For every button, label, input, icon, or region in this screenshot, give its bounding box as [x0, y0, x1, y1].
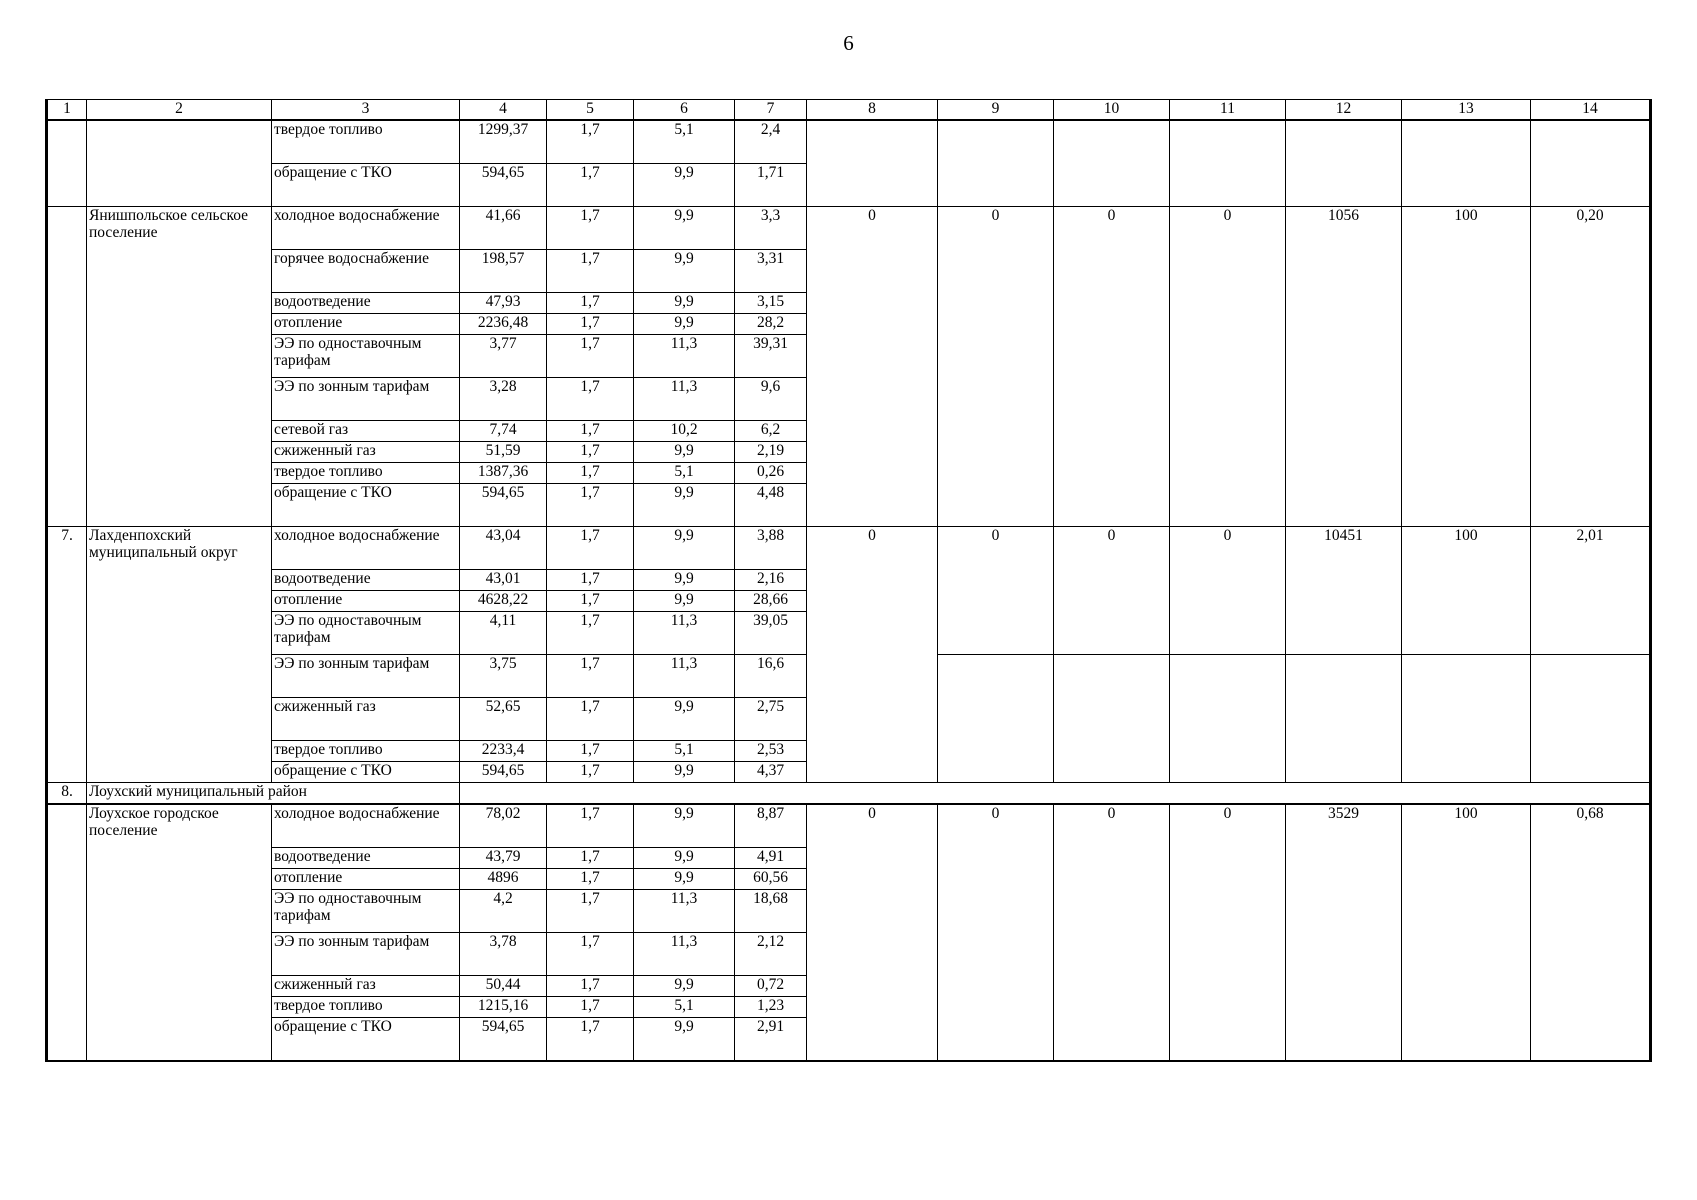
value-cell: 9,9: [634, 698, 735, 741]
service-cell: водоотведение: [272, 848, 460, 869]
value-cell: 10,2: [634, 421, 735, 442]
value-cell: 1,7: [547, 442, 634, 463]
value-cell: 1299,37: [460, 120, 547, 164]
value-cell: 1,7: [547, 421, 634, 442]
service-cell: ЭЭ по зонным тарифам: [272, 655, 460, 698]
service-cell: твердое топливо: [272, 463, 460, 484]
value-cell: 78,02: [460, 804, 547, 848]
value-cell: 9,9: [634, 591, 735, 612]
value-cell: 100: [1402, 804, 1531, 1061]
value-cell: 9,9: [634, 250, 735, 293]
value-cell: 9,9: [634, 804, 735, 848]
value-cell: 11,3: [634, 335, 735, 378]
value-cell: 8,87: [735, 804, 807, 848]
service-cell: сжиженный газ: [272, 698, 460, 741]
service-cell: отопление: [272, 314, 460, 335]
value-cell: 5,1: [634, 741, 735, 762]
value-cell: 1,7: [547, 655, 634, 698]
value-cell: 9,9: [634, 207, 735, 250]
value-cell: 2233,4: [460, 741, 547, 762]
value-cell: 41,66: [460, 207, 547, 250]
value-cell: 52,65: [460, 698, 547, 741]
value-cell: 0: [1054, 527, 1170, 655]
value-cell: 1,7: [547, 527, 634, 570]
value-cell: 51,59: [460, 442, 547, 463]
value-cell: 1,71: [735, 164, 807, 207]
value-cell: 9,9: [634, 762, 735, 783]
value-cell: 198,57: [460, 250, 547, 293]
value-cell: 1215,16: [460, 997, 547, 1018]
service-cell: водоотведение: [272, 293, 460, 314]
value-cell: 3,31: [735, 250, 807, 293]
service-cell: холодное водоснабжение: [272, 804, 460, 848]
value-cell: 1,7: [547, 378, 634, 421]
value-cell: 16,6: [735, 655, 807, 698]
row-number-cell: [47, 207, 87, 527]
service-cell: твердое топливо: [272, 741, 460, 762]
settlement-cell: [87, 120, 272, 207]
value-cell: 1,7: [547, 612, 634, 655]
table-row: [47, 804, 1651, 848]
value-cell: 2,53: [735, 741, 807, 762]
value-cell: 1,7: [547, 741, 634, 762]
value-cell: 0,26: [735, 463, 807, 484]
value-cell: 2,19: [735, 442, 807, 463]
value-cell: 1,7: [547, 207, 634, 250]
value-cell: 0: [1054, 207, 1170, 527]
value-cell: 3,88: [735, 527, 807, 570]
column-header: 14: [1531, 100, 1651, 121]
value-cell: 11,3: [634, 890, 735, 933]
service-cell: обращение с ТКО: [272, 164, 460, 207]
column-header: 13: [1402, 100, 1531, 121]
value-cell: 0: [1170, 527, 1286, 655]
value-cell: 47,93: [460, 293, 547, 314]
value-cell: 1,7: [547, 591, 634, 612]
value-cell: 9,9: [634, 442, 735, 463]
value-cell: 0: [938, 527, 1054, 655]
page-number: 6: [843, 31, 854, 55]
column-header: 11: [1170, 100, 1286, 121]
value-cell: [938, 120, 1054, 207]
value-cell: 3,28: [460, 378, 547, 421]
value-cell: 0,72: [735, 976, 807, 997]
value-cell: 9,9: [634, 314, 735, 335]
service-cell: отопление: [272, 591, 460, 612]
value-cell: 2,4: [735, 120, 807, 164]
value-cell: 1,7: [547, 293, 634, 314]
value-cell: 4,91: [735, 848, 807, 869]
table-row: [47, 207, 1651, 250]
value-cell: 9,9: [634, 976, 735, 997]
value-cell: 11,3: [634, 378, 735, 421]
row-number-cell: [47, 804, 87, 1061]
service-cell: ЭЭ по одноставочным тарифам: [272, 890, 460, 933]
value-cell: 3,77: [460, 335, 547, 378]
value-cell: 43,79: [460, 848, 547, 869]
value-cell: 2,16: [735, 570, 807, 591]
value-cell: 0,20: [1531, 207, 1651, 527]
value-cell: 1,7: [547, 804, 634, 848]
value-cell: [1531, 655, 1651, 783]
value-cell: 11,3: [634, 655, 735, 698]
value-cell: 2236,48: [460, 314, 547, 335]
service-cell: водоотведение: [272, 570, 460, 591]
value-cell: 1,7: [547, 164, 634, 207]
value-cell: 1,7: [547, 869, 634, 890]
value-cell: 1,7: [547, 976, 634, 997]
service-cell: сетевой газ: [272, 421, 460, 442]
value-cell: 0,68: [1531, 804, 1651, 1061]
value-cell: 1,7: [547, 120, 634, 164]
value-cell: [1402, 120, 1531, 207]
value-cell: 1,7: [547, 463, 634, 484]
value-cell: 9,9: [634, 484, 735, 527]
column-header: 7: [735, 100, 807, 121]
value-cell: 4628,22: [460, 591, 547, 612]
value-cell: 100: [1402, 207, 1531, 527]
value-cell: 1,7: [547, 335, 634, 378]
service-cell: холодное водоснабжение: [272, 207, 460, 250]
value-cell: 1,7: [547, 484, 634, 527]
tariff-table: [45, 99, 1652, 1062]
value-cell: 4,2: [460, 890, 547, 933]
value-cell: 28,2: [735, 314, 807, 335]
value-cell: 39,31: [735, 335, 807, 378]
value-cell: 0: [807, 527, 938, 655]
value-cell: 2,75: [735, 698, 807, 741]
value-cell: 1,7: [547, 997, 634, 1018]
service-cell: ЭЭ по одноставочным тарифам: [272, 335, 460, 378]
value-cell: 1387,36: [460, 463, 547, 484]
value-cell: 1056: [1286, 207, 1402, 527]
value-cell: 4,11: [460, 612, 547, 655]
value-cell: 28,66: [735, 591, 807, 612]
value-cell: 3,15: [735, 293, 807, 314]
column-header: 10: [1054, 100, 1170, 121]
value-cell: 9,9: [634, 570, 735, 591]
value-cell: 3,78: [460, 933, 547, 976]
value-cell: 0: [1170, 207, 1286, 527]
value-cell: 9,6: [735, 378, 807, 421]
value-cell: 11,3: [634, 933, 735, 976]
value-cell: [1286, 655, 1402, 783]
value-cell: 9,9: [634, 869, 735, 890]
column-header: 12: [1286, 100, 1402, 121]
value-cell: 100: [1402, 527, 1531, 655]
value-cell: 7,74: [460, 421, 547, 442]
district-row: [47, 783, 1651, 805]
service-cell: обращение с ТКО: [272, 1018, 460, 1062]
value-cell: 594,65: [460, 762, 547, 783]
service-cell: холодное водоснабжение: [272, 527, 460, 570]
value-cell: 11,3: [634, 612, 735, 655]
value-cell: 6,2: [735, 421, 807, 442]
value-cell: [1170, 120, 1286, 207]
value-cell: 1,7: [547, 570, 634, 591]
service-cell: сжиженный газ: [272, 442, 460, 463]
row-number: 8.: [47, 783, 87, 805]
value-cell: 3,3: [735, 207, 807, 250]
value-cell: [1531, 120, 1651, 207]
value-cell: 9,9: [634, 527, 735, 570]
value-cell: 1,23: [735, 997, 807, 1018]
value-cell: 4,48: [735, 484, 807, 527]
settlement-name: Янишпольское сельское поселение: [87, 207, 272, 527]
column-header: 2: [87, 100, 272, 121]
table-row: [47, 655, 1651, 698]
value-cell: [807, 655, 938, 783]
settlement-name: Лахденпохский муниципальный округ: [87, 527, 272, 783]
value-cell: 5,1: [634, 120, 735, 164]
value-cell: 18,68: [735, 890, 807, 933]
value-cell: 39,05: [735, 612, 807, 655]
value-cell: 594,65: [460, 1018, 547, 1062]
service-cell: твердое топливо: [272, 120, 460, 164]
column-header: 1: [47, 100, 87, 121]
value-cell: 1,7: [547, 762, 634, 783]
district-name: Лоухский муниципальный район: [87, 783, 460, 805]
value-cell: 0: [807, 804, 938, 1061]
value-cell: 1,7: [547, 933, 634, 976]
value-cell: 594,65: [460, 484, 547, 527]
column-header: 9: [938, 100, 1054, 121]
value-cell: 1,7: [547, 848, 634, 869]
column-header: 6: [634, 100, 735, 121]
value-cell: 9,9: [634, 293, 735, 314]
settlement-name: Лоухское городское поселение: [87, 804, 272, 1061]
service-cell: твердое топливо: [272, 997, 460, 1018]
column-header: 3: [272, 100, 460, 121]
service-cell: ЭЭ по зонным тарифам: [272, 378, 460, 421]
value-cell: [1054, 655, 1170, 783]
value-cell: [807, 120, 938, 207]
service-cell: ЭЭ по зонным тарифам: [272, 933, 460, 976]
value-cell: [1286, 120, 1402, 207]
value-cell: 3,75: [460, 655, 547, 698]
column-header: 4: [460, 100, 547, 121]
value-cell: [1054, 120, 1170, 207]
service-cell: обращение с ТКО: [272, 762, 460, 783]
value-cell: 43,04: [460, 527, 547, 570]
value-cell: 0: [1170, 804, 1286, 1061]
value-cell: 0: [938, 207, 1054, 527]
value-cell: 5,1: [634, 997, 735, 1018]
value-cell: 9,9: [634, 848, 735, 869]
service-cell: обращение с ТКО: [272, 484, 460, 527]
column-header: 8: [807, 100, 938, 121]
value-cell: 10451: [1286, 527, 1402, 655]
table-row: [47, 527, 1651, 570]
value-cell: 0: [938, 804, 1054, 1061]
value-cell: [1170, 655, 1286, 783]
value-cell: 1,7: [547, 890, 634, 933]
district-spacer: [460, 783, 1651, 805]
value-cell: [938, 655, 1054, 783]
value-cell: 5,1: [634, 463, 735, 484]
value-cell: 1,7: [547, 698, 634, 741]
value-cell: 43,01: [460, 570, 547, 591]
value-cell: 9,9: [634, 1018, 735, 1062]
row-number-cell: [47, 120, 87, 207]
table-row: [47, 120, 1651, 164]
value-cell: 50,44: [460, 976, 547, 997]
value-cell: 9,9: [634, 164, 735, 207]
value-cell: 2,91: [735, 1018, 807, 1062]
value-cell: [1402, 655, 1531, 783]
value-cell: 1,7: [547, 1018, 634, 1062]
value-cell: 4,37: [735, 762, 807, 783]
value-cell: 4896: [460, 869, 547, 890]
value-cell: 3529: [1286, 804, 1402, 1061]
value-cell: 594,65: [460, 164, 547, 207]
service-cell: отопление: [272, 869, 460, 890]
value-cell: 1,7: [547, 314, 634, 335]
service-cell: горячее водоснабжение: [272, 250, 460, 293]
value-cell: 60,56: [735, 869, 807, 890]
value-cell: 1,7: [547, 250, 634, 293]
row-number: 7.: [47, 527, 87, 783]
value-cell: 2,12: [735, 933, 807, 976]
value-cell: 2,01: [1531, 527, 1651, 655]
service-cell: сжиженный газ: [272, 976, 460, 997]
value-cell: 0: [1054, 804, 1170, 1061]
service-cell: ЭЭ по одноставочным тарифам: [272, 612, 460, 655]
column-header: 5: [547, 100, 634, 121]
value-cell: 0: [807, 207, 938, 527]
header-row: [47, 100, 1651, 121]
